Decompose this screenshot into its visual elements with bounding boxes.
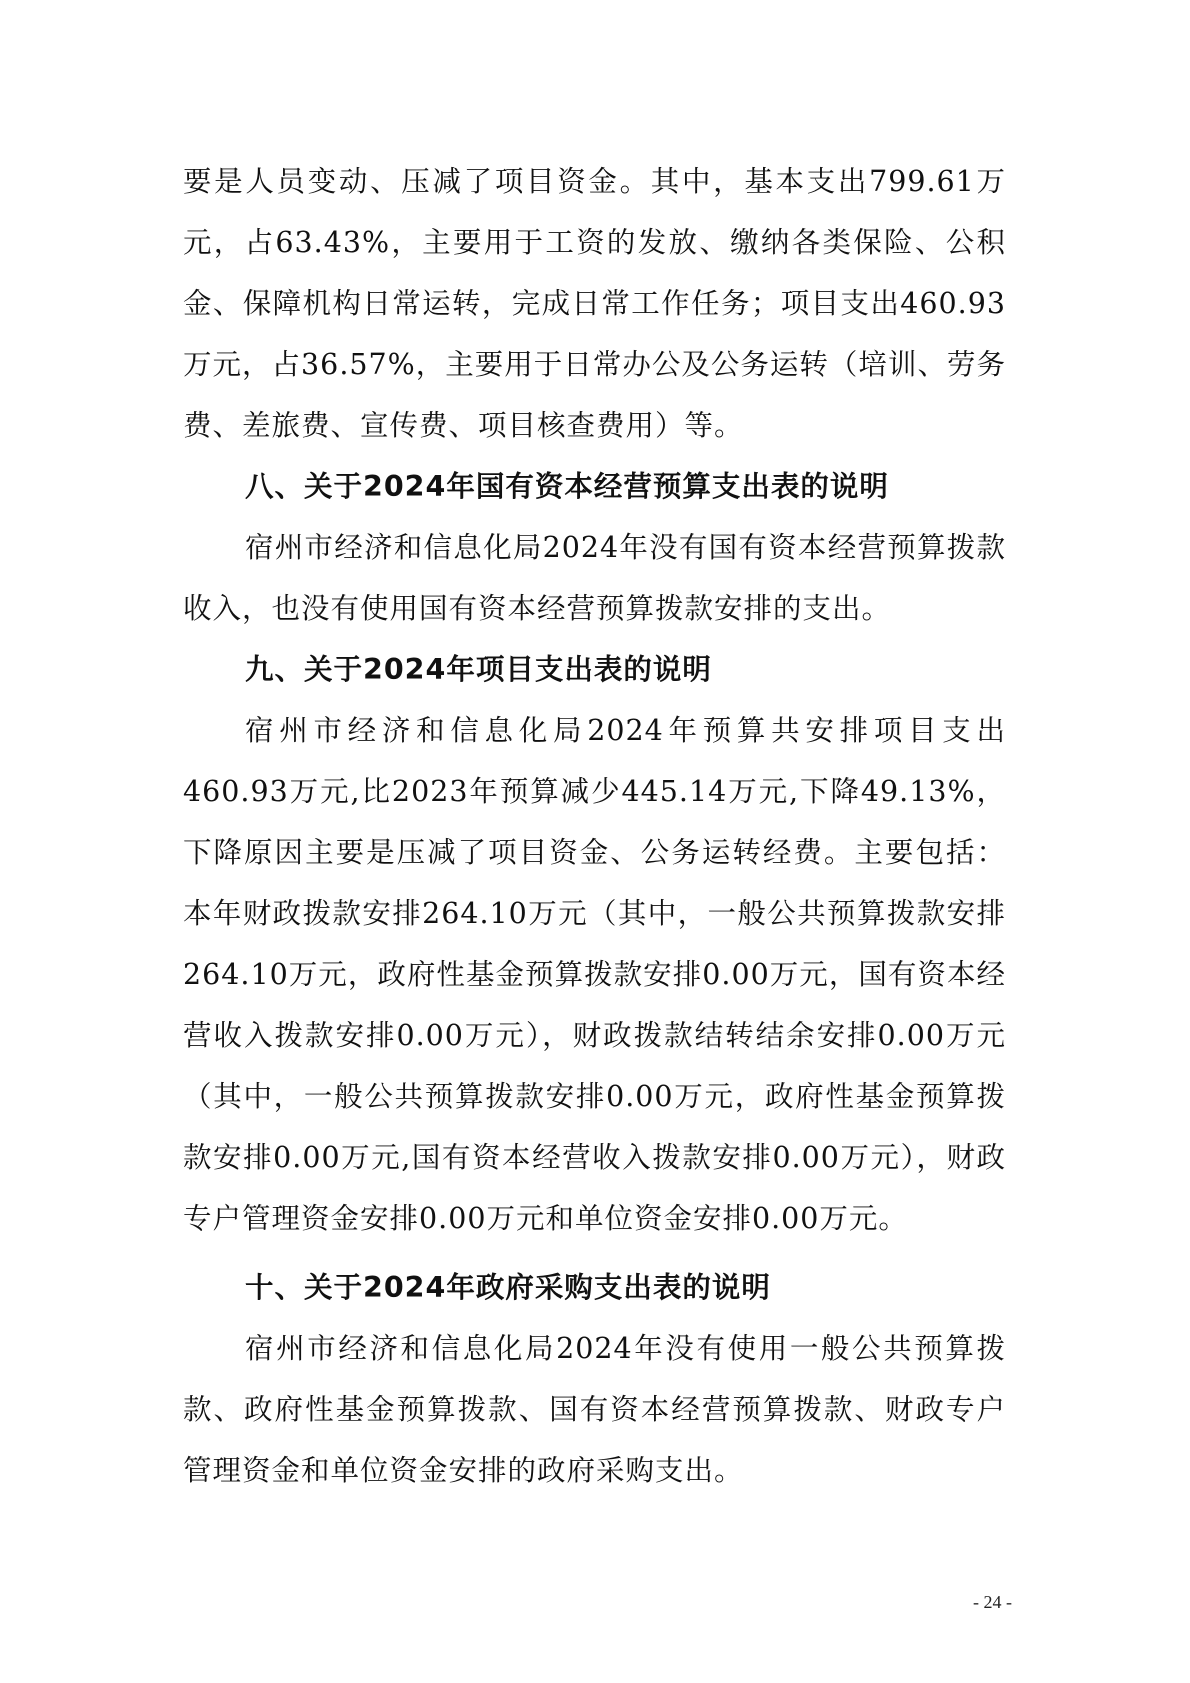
section-8-heading: 八、关于2024年国有资本经营预算支出表的说明 [245, 470, 889, 503]
section-10-body: 宿州市经济和信息化局2024年没有使用一般公共预算拨款、政府性基金预算拨款、国有资本经营预算拨款、财政专户管理资金和单位资金安排的政府采购支出。 [183, 1332, 1006, 1487]
page-number: - 24 - [973, 1592, 1012, 1612]
section-8-body: 宿州市经济和信息化局2024年没有国有资本经营预算拨款收入，也没有使用国有资本经营预算拨款安排的支出。 [183, 531, 1006, 625]
section-spacer [183, 1249, 1006, 1257]
document-page [183, 151, 1006, 1501]
section-10-heading: 十、关于2024年政府采购支出表的说明 [245, 1271, 771, 1304]
section-9-body: 宿州市经济和信息化局2024年预算共安排项目支出460.93万元,比2023年预算减少445.14万元,下降49.13%，下降原因主要是压减了项目资金、公务运转经费。主要包括：本年财政拨款安排264.10万元（其中，一般公共预算拨款安排264.10万元，政府性基金预算拨款安排0.00万元，国有资本经营收入拨款安排0.00万元），财政拨款结转结余安排0.00万元（其中，一般公共预算拨款安排0.00万元，政府性基金预算拨款安排0.00万元,国有资本经营收入拨款安排0.00万元），财政专户管理资金安排0.00万元和单位资金安排0.00万元。 [183, 714, 1006, 1235]
paragraph-continuation: 要是人员变动、压减了项目资金。其中，基本支出799.61万元，占63.43%，主要用于工资的发放、缴纳各类保险、公积金、保障机构日常运转，完成日常工作任务；项目支出460.93万元，占36.57%，主要用于日常办公及公务运转（培训、劳务费、差旅费、宣传费、项目核查费用）等。 [183, 165, 1006, 442]
section-9-heading: 九、关于2024年项目支出表的说明 [245, 653, 712, 686]
